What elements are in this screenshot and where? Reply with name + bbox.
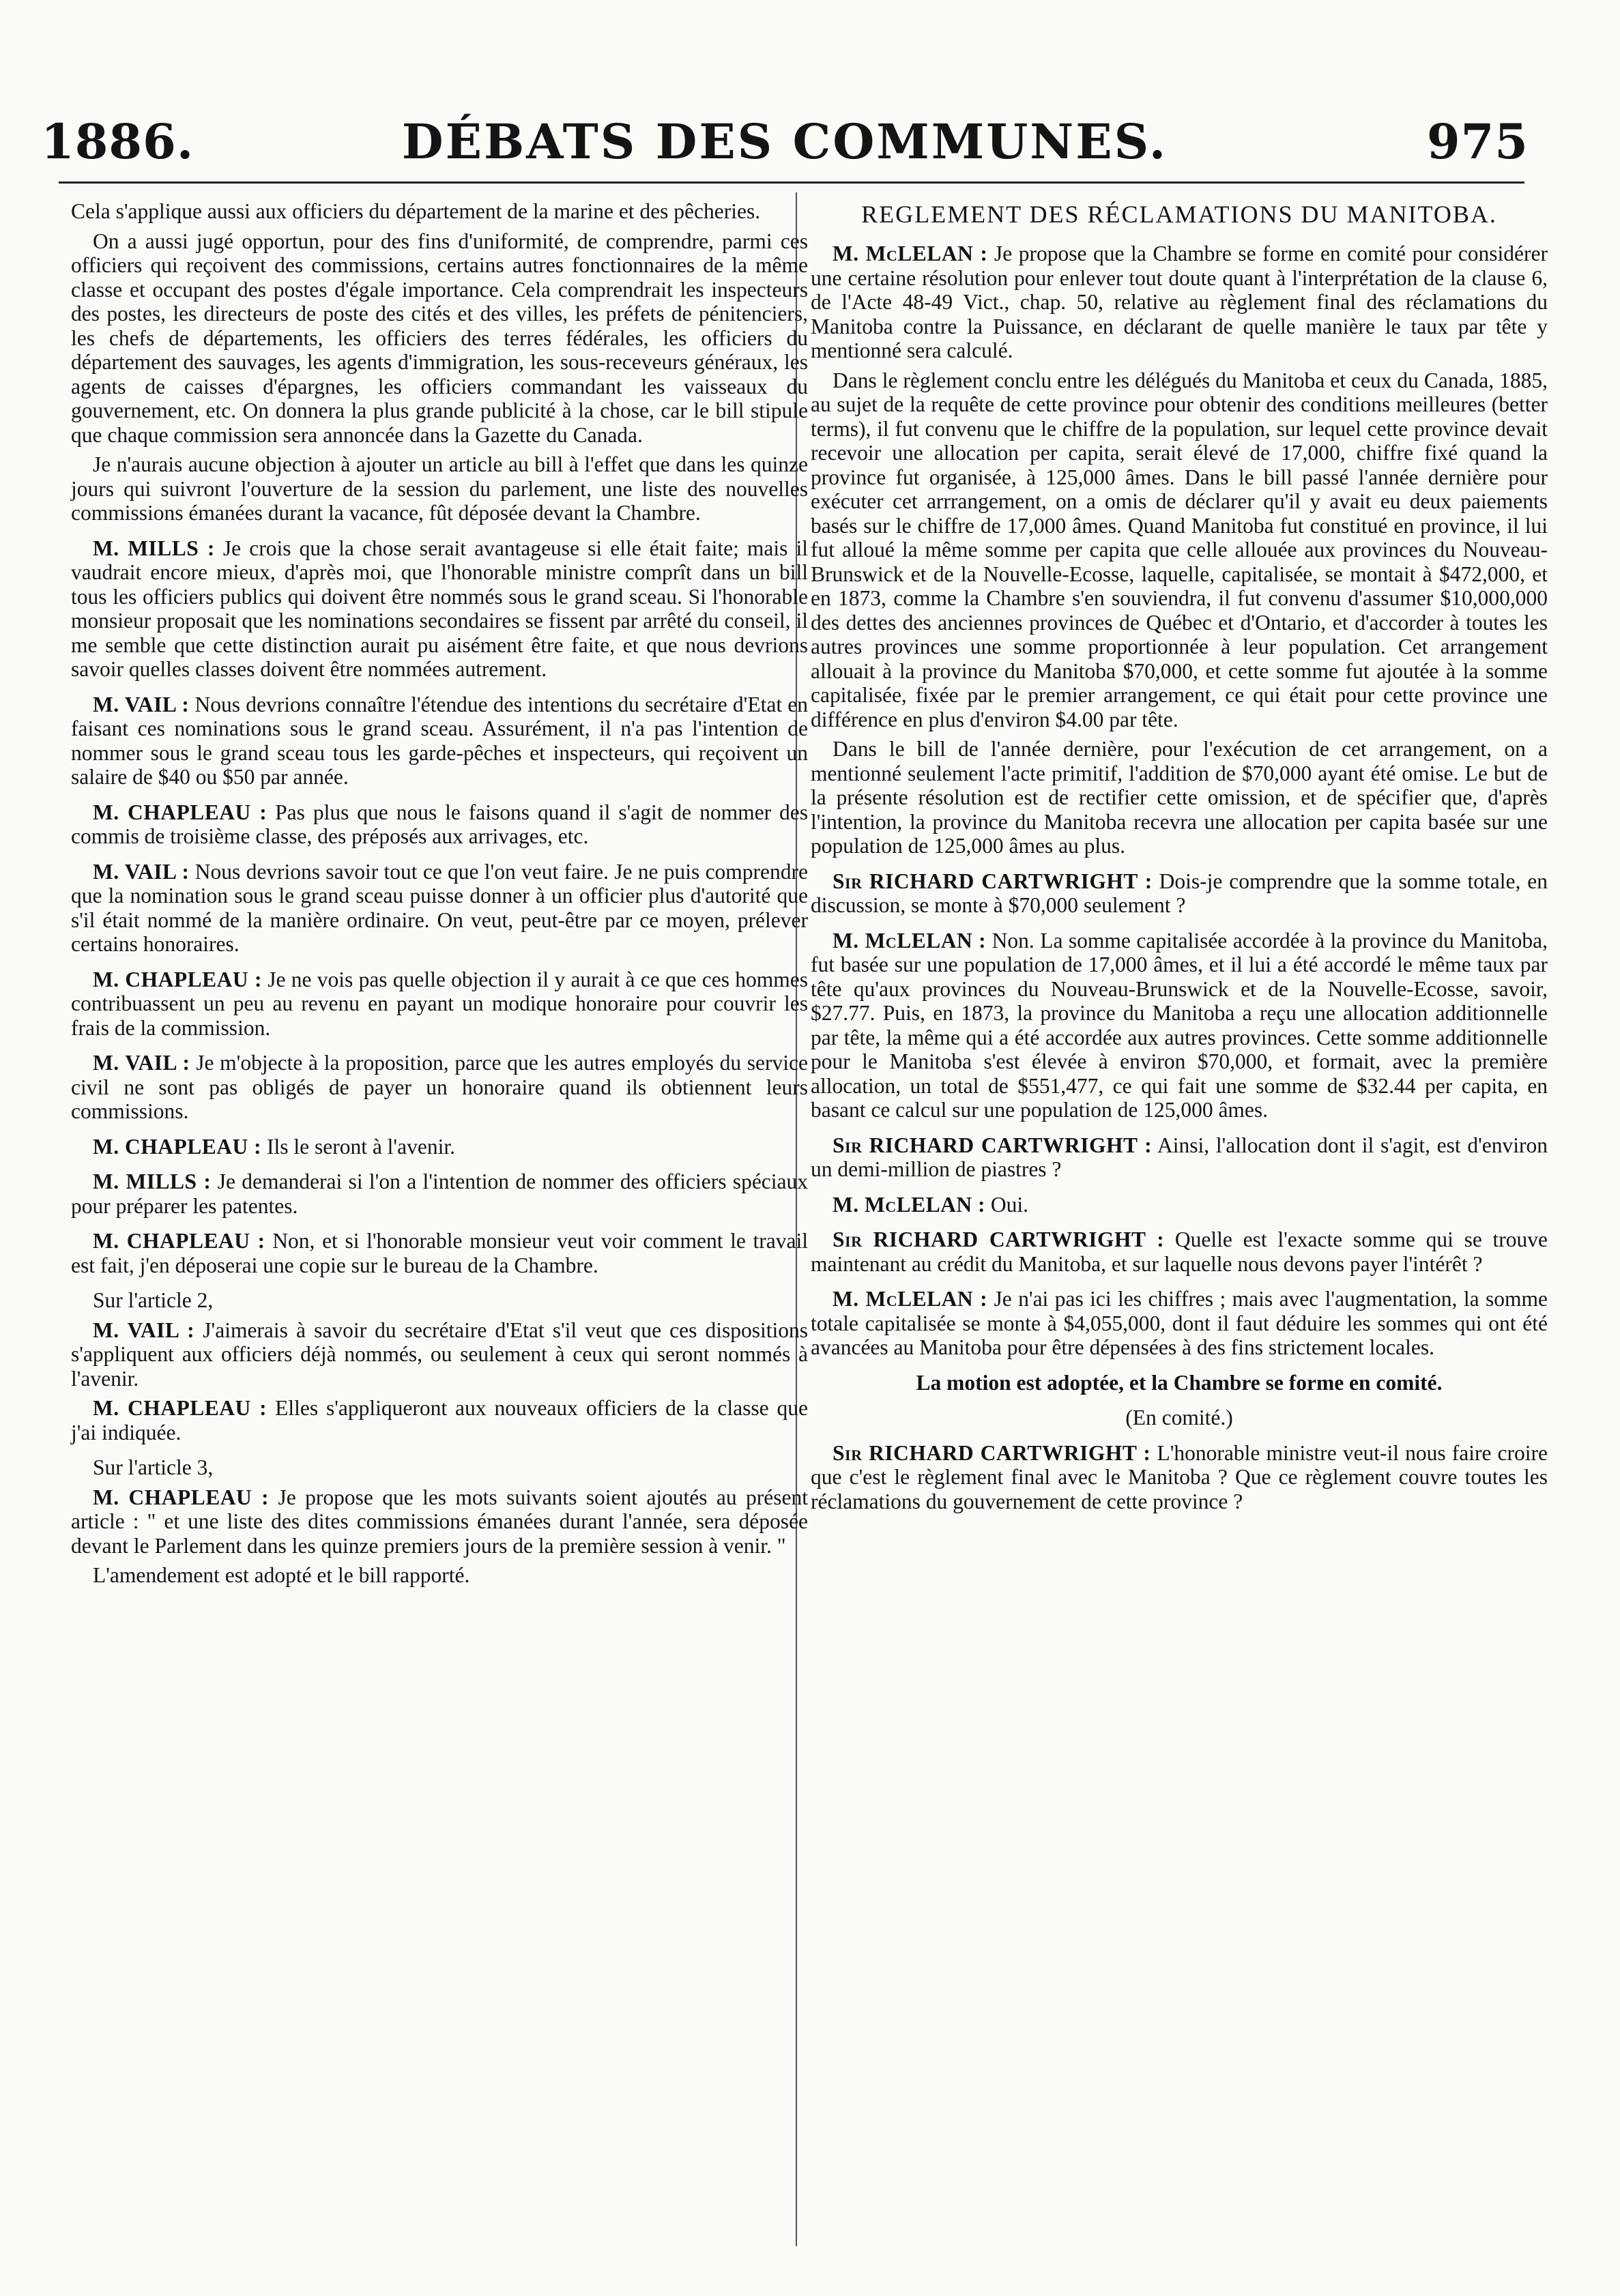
speech-text: Je demanderai si l'on a l'intention de nommer des officiers spéciaux pour préparer les patentes. (71, 1169, 809, 1218)
speaker-name: M. McLELAN : (833, 1192, 985, 1217)
speech (811, 1193, 1548, 1217)
speech-text: Je propose que les mots suivants soient ajoutés au présent article : " et une liste des dites commissions émanées durant l'année, sera déposée devant le Parlement dans les quinze premiers jours de la première session à venir. " (71, 1485, 808, 1558)
motion-adopted: La motion est adoptée, et la Chambre se forme en comité. (916, 1370, 1443, 1395)
speaker-name: M. CHAPLEAU : (93, 800, 267, 824)
speaker-name: M. McLELAN : (833, 928, 987, 953)
speech (811, 242, 1548, 363)
paragraph: Cela s'applique aussi aux officiers du département de la marine et des pêcheries. (71, 199, 761, 223)
speaker-name: M. VAIL : (93, 1051, 190, 1075)
article-marker: Sur l'article 2, (93, 1288, 214, 1312)
speech-text: Je n'ai pas ici les chiffres ; mais avec l'augmentation, la somme totale capitalisée se monte à $4,055,000, dont il faut déduire les sommes qui ont été avancées au Manitoba pour être dépensées à des fins strictement locales. (811, 1287, 1548, 1359)
left-column (71, 199, 808, 1593)
speech (71, 1169, 808, 1218)
speech (811, 1133, 1548, 1182)
speech (811, 1441, 1548, 1514)
paragraph: Je n'aurais aucune objection à ajouter un article au bill à l'effet que dans les quinze jours qui suivront l'ouverture de la session du parlement, une liste des nouvelles commissions émanées durant la vacance, fût déposée devant la Chambre. (71, 452, 808, 525)
speech-text: Je m'objecte à la proposition, parce que les autres employés du service civil ne sont pas obligés de payer un honoraire quand ils obtiennent leurs commissions. (71, 1051, 808, 1123)
speech (71, 968, 808, 1041)
speech (71, 1396, 808, 1444)
speech-text: Quelle est l'exacte somme qui se trouve maintenant au crédit du Manitoba, et sur laquelle nous devons payer l'intérêt ? (811, 1227, 1548, 1276)
speech-text: Oui. (985, 1192, 1028, 1217)
speaker-name: Sir RICHARD CARTWRIGHT : (833, 869, 1153, 893)
page-header (41, 108, 1529, 176)
paragraph: On a aussi jugé opportun, pour des fins d'uniformité, de comprendre, parmi ces officiers qui reçoivent des commissions, certains autres fonctionnaires de la même classe et occupant des postes d'égale importance. Cela comprendrait les inspecteurs des postes, les directeurs de poste des cités et des villes, les préfets de pénitenciers, les chefs de départements, les officiers des terres fédérales, les officiers du département des sauvages, les agents d'immigration, les sous-receveurs généraux, les agents de caisses d'épargnes, les officiers commandant les vaisseaux du gouvernement, etc. On donnera la plus grande publicité à la chose, car le bill stipule que chaque commission sera annoncée dans la Gazette du Canada. (71, 229, 808, 447)
speaker-name: M. McLELAN : (833, 1287, 988, 1311)
section-heading: REGLEMENT DES RÉCLAMATIONS DU MANITOBA. (861, 201, 1497, 228)
speech (811, 869, 1548, 918)
speech (71, 1051, 808, 1124)
result-line: L'amendement est adopté et le bill rapporté. (93, 1563, 470, 1587)
speech-text: Nous devrions savoir tout ce que l'on veut faire. Je ne puis comprendre que la nomination sous le grand sceau puisse donner à un officier plus d'autorité que s'il était nommé de la manière ordinaire. On veut, peut-être par ce moyen, prélever certains honoraires. (71, 859, 808, 956)
speech (71, 1485, 808, 1558)
speaker-name: Sir RICHARD CARTWRIGHT : (833, 1440, 1151, 1465)
right-column (811, 199, 1548, 1519)
speaker-name: Sir RICHARD CARTWRIGHT : (833, 1133, 1153, 1157)
header-title: DÉBATS DES COMMUNES. (401, 113, 1168, 170)
header-page-number: 975 (1426, 113, 1529, 170)
speech (71, 693, 808, 789)
header-year: 1886. (41, 113, 194, 170)
speech (71, 1135, 808, 1159)
speaker-name: M. MILLS : (93, 536, 215, 560)
paragraph: Dans le bill de l'année dernière, pour l'exécution de cet arrangement, on a mentionné seulement l'acte primitif, l'addition de $70,000 ayant été omise. Le but de la présente résolution est de rectifier cette omission, et de spécifier que, d'après l'intention, la province du Manitoba recevra une allocation per capita basée sur une population de 125,000 âmes au plus. (811, 737, 1548, 858)
speech (71, 860, 808, 957)
speech-text: Ils le seront à l'avenir. (261, 1134, 455, 1159)
speaker-name: M. MILLS : (93, 1169, 212, 1193)
speaker-name: M. CHAPLEAU : (93, 1229, 265, 1253)
speech (71, 800, 808, 849)
speech-text: Dois-je comprendre que la somme totale, en discussion, se monte à $70,000 seulement ? (811, 869, 1548, 917)
speech (811, 929, 1548, 1122)
speech-text: J'aimerais à savoir du secrétaire d'Etat s'il veut que ces dispositions s'appliquent aux officiers déjà nommés, ou seulement à ceux qui seront nommés à l'avenir. (71, 1318, 808, 1391)
speech-text: L'honorable ministre veut-il nous faire croire que c'est le règlement final avec le Manitoba ? Que ce règlement couvre toutes les réclamations du gouvernement de cette province ? (811, 1440, 1548, 1513)
speech-text: Je ne vois pas quelle objection il y aurait à ce que ces hommes contribuassent un peu au revenu en payant un modique honoraire pour couvrir les frais de la commission. (71, 967, 808, 1040)
speech-text: Non, et si l'honorable monsieur veut voir comment le travail est fait, j'en déposerai une copie sur le bureau de la Chambre. (71, 1229, 808, 1277)
speech (71, 1318, 808, 1391)
speaker-name: M. CHAPLEAU : (93, 967, 262, 991)
speaker-name: M. VAIL : (93, 859, 190, 884)
speech (71, 536, 808, 682)
speaker-name: M. CHAPLEAU : (93, 1396, 267, 1420)
committee-marker: (En comité.) (1125, 1406, 1233, 1429)
speaker-name: Sir RICHARD CARTWRIGHT : (833, 1227, 1165, 1251)
speech-text: Ainsi, l'allocation dont il s'agit, est d'environ un demi-million de piastres ? (811, 1133, 1548, 1181)
speech-text: Je propose que la Chambre se forme en comité pour considérer une certaine résolution pour enlever tout doute quant à l'interprétation de la clause 6, de l'Acte 48-49 Vict., chap. 50, relative au règlement final des réclamations du Manitoba contre la Puissance, en déclarant de quelle manière le taux par tête y mentionné sera calculé. (811, 242, 1548, 362)
speech-text: Pas plus que nous le faisons quand il s'agit de nommer des commis de troisième classe, des préposés aux arrivages, etc. (71, 800, 808, 848)
speaker-name: M. CHAPLEAU : (93, 1134, 262, 1159)
speech (71, 1229, 808, 1277)
speech (811, 1227, 1548, 1276)
speech-text: Je crois que la chose serait avantageuse si elle était faite; mais il vaudrait encore mieux, d'après moi, que l'honorable ministre comprît dans un bill tous les officiers publics qui doivent être nommés sous le grand sceau. Si l'honorable monsieur proposait que les nominations secondaires se fissent par arrêté du conseil, il me semble que cette distinction aurait pu aisément être faite, et que nous devrions savoir quelles classes doivent être nommées autrement. (71, 536, 809, 681)
article-marker: Sur l'article 3, (93, 1455, 214, 1479)
speech-text: Nous devrions connaître l'étendue des intentions du secrétaire d'Etat en faisant ces nominations sous le grand sceau. Assurément, il n'a pas l'intention de nommer sous le grand sceau tous les garde-pêches et inspecteurs, qui reçoivent un salaire de $40 ou $50 par année. (71, 692, 808, 789)
speaker-name: M. McLELAN : (833, 242, 988, 265)
paragraph: Dans le règlement conclu entre les délégués du Manitoba et ceux du Canada, 1885, au sujet de la requête de cette province pour obtenir des conditions meilleures (better terms), il fut convenu que le chiffre de la population, sur lequel cette province devait recevoir une allocation per capita, serait élevé de 17,000, chiffre fixé quand la province fut organisée, à 125,000 âmes. Dans le bill passé l'année dernière pour exécuter cet arrrangement, on a omis de déclarer qu'il y avait eu deux paiements basés sur le chiffre de 17,000 âmes. Quand Manitoba fut constitué en province, il lui fut alloué la même somme per capita que celle allouée aux provinces du Nouveau-Brunswick et de la Nouvelle-Ecosse, laquelle, capitalisée, se montait à $472,000, et en 1873, comme la Chambre s'en souviendra, il fut convenu d'assumer $10,000,000 des dettes des anciennes provinces de Québec et d'Ontario, et d'accorder à toutes les autres provinces une somme proportionnée à leur population. Cet arrangement allouait à la province du Manitoba $70,000, et cette somme fut ajoutée à la somme capitalisée, fixée par le premier arrangement, ce qui était pour cette province une différence en plus d'environ $4.00 par tête. (811, 368, 1548, 731)
speaker-name: M. VAIL : (93, 692, 190, 716)
speaker-name: M. CHAPLEAU : (93, 1485, 270, 1509)
speech (811, 1287, 1548, 1360)
speech-text: Elles s'appliqueront aux nouveaux officiers de la classe que j'ai indiquée. (71, 1396, 808, 1444)
speech-text: Non. La somme capitalisée accordée à la province du Manitoba, fut basée sur une population de 17,000 âmes, et il lui a été accordé le même taux par tête qu'aux provinces du Nouveau-Brunswick et de la Nouvelle-Ecosse, savoir, $27.77. Puis, en 1873, la province du Manitoba a reçu une allocation additionnelle par tête, la même qui a été accordée aux autres provinces. Cette somme additionnelle pour le Manitoba s'est élevée à environ $70,000, et formait, avec la première allocation, un total de $551,477, ce qui fait une somme de $32.44 per capita, en basant ce calcul sur une population de 125,000 âmes. (811, 928, 1548, 1122)
speaker-name: M. VAIL : (93, 1318, 195, 1342)
header-rule (59, 181, 1524, 184)
